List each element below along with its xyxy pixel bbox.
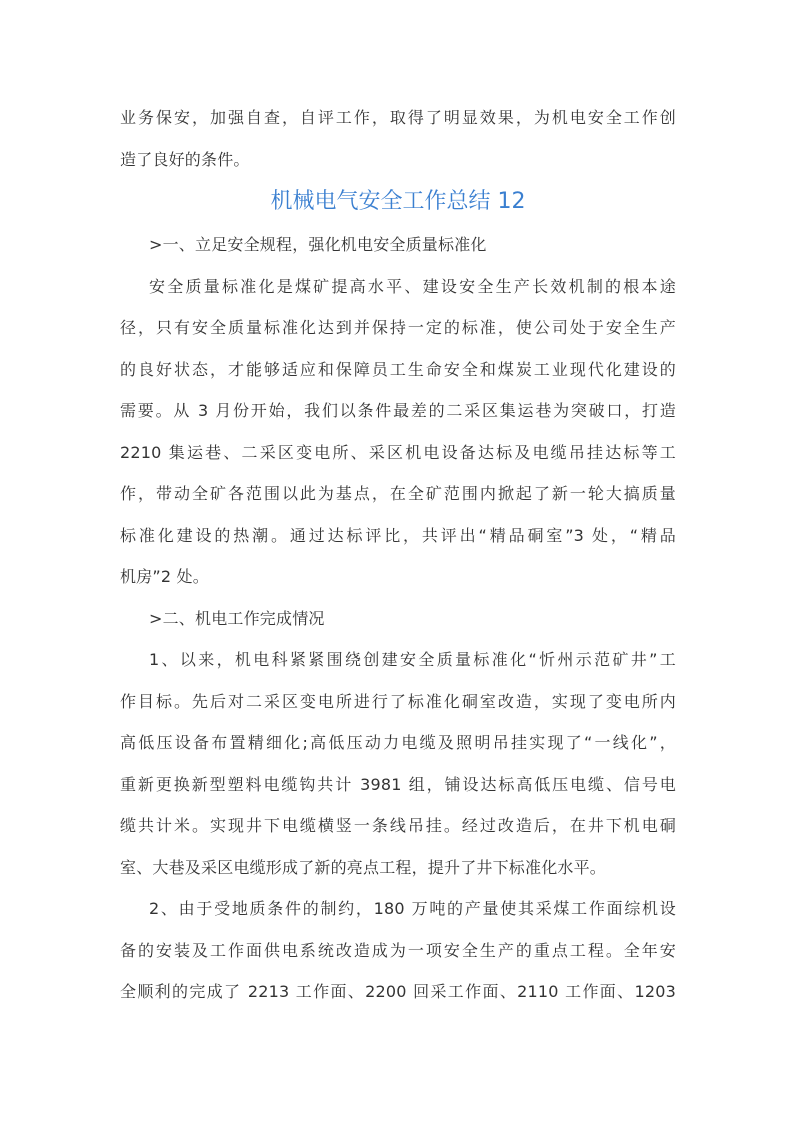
para2-line-1: 1、以来，机电科紧紧围绕创建安全质量标准化“忻州示范矿井”工 [149,650,676,669]
heading-1: >一、立足安全规程，强化机电安全质量标准化 [149,235,487,254]
document-page [120,97,676,1013]
para3-line-1: 2、由于受地质条件的制约，180 万吨的产量使其采煤工作面综机设 [149,899,676,918]
para1-line-1: 安全质量标准化是煤矿提高水平、建设安全生产长效机制的根本途 [149,276,676,296]
para3-line-3: 全顺利的完成了 2213 工作面、2200 回采工作面、2110 工作面、1203 [120,982,676,1001]
para2-line-2: 作目标。先后对二采区变电所进行了标准化硐室改造，实现了变电所内 [120,691,676,711]
para2-line-4: 重新更换新型塑料电缆钩共计 3981 组，铺设达标高低压电缆、信号电 [120,774,676,794]
intro-line-2: 造了良好的条件。 [120,149,250,169]
para1-line-4: 需要。从 3 月份开始，我们以条件最差的二采区集运巷为突破口，打造 [120,401,676,420]
para1-line-7: 标准化建设的热潮。通过达标评比，共评出“精品硐室”3 处，“精品 [120,525,676,545]
para1-line-8: 机房”2 处。 [120,567,209,586]
para1-line-6: 作，带动全矿各范围以此为基点，在全矿范围内掀起了新一轮大搞质量 [120,484,676,503]
para2-line-5: 缆共计米。实现井下电缆横竖一条线吊挂。经过改造后，在井下机电硐 [120,816,676,835]
intro-line-1: 业务保安，加强自查，自评工作，取得了明显效果，为机电安全工作创 [120,108,676,127]
heading-2: >二、机电工作完成情况 [149,608,325,628]
para3-line-2: 备的安装及工作面供电系统改造成为一项安全生产的重点工程。全年安 [120,940,676,960]
para1-line-3: 的良好状态，才能够适应和保障员工生命安全和煤炭工业现代化建设的 [120,359,676,379]
para2-line-6: 室、大巷及采区电缆形成了新的亮点工程，提升了井下标准化水平。 [120,857,607,877]
para1-line-5: 2210 集运巷、二采区变电所、采区机电设备达标及电缆吊挂达标等工 [120,442,676,462]
para2-line-3: 高低压设备布置精细化;高低压动力电缆及照明吊挂实现了“一线化”， [120,733,676,752]
section-title: 机械电气安全工作总结 12 [270,189,526,214]
para1-line-2: 径，只有安全质量标准化达到并保持一定的标准，使公司处于安全生产 [120,318,676,337]
